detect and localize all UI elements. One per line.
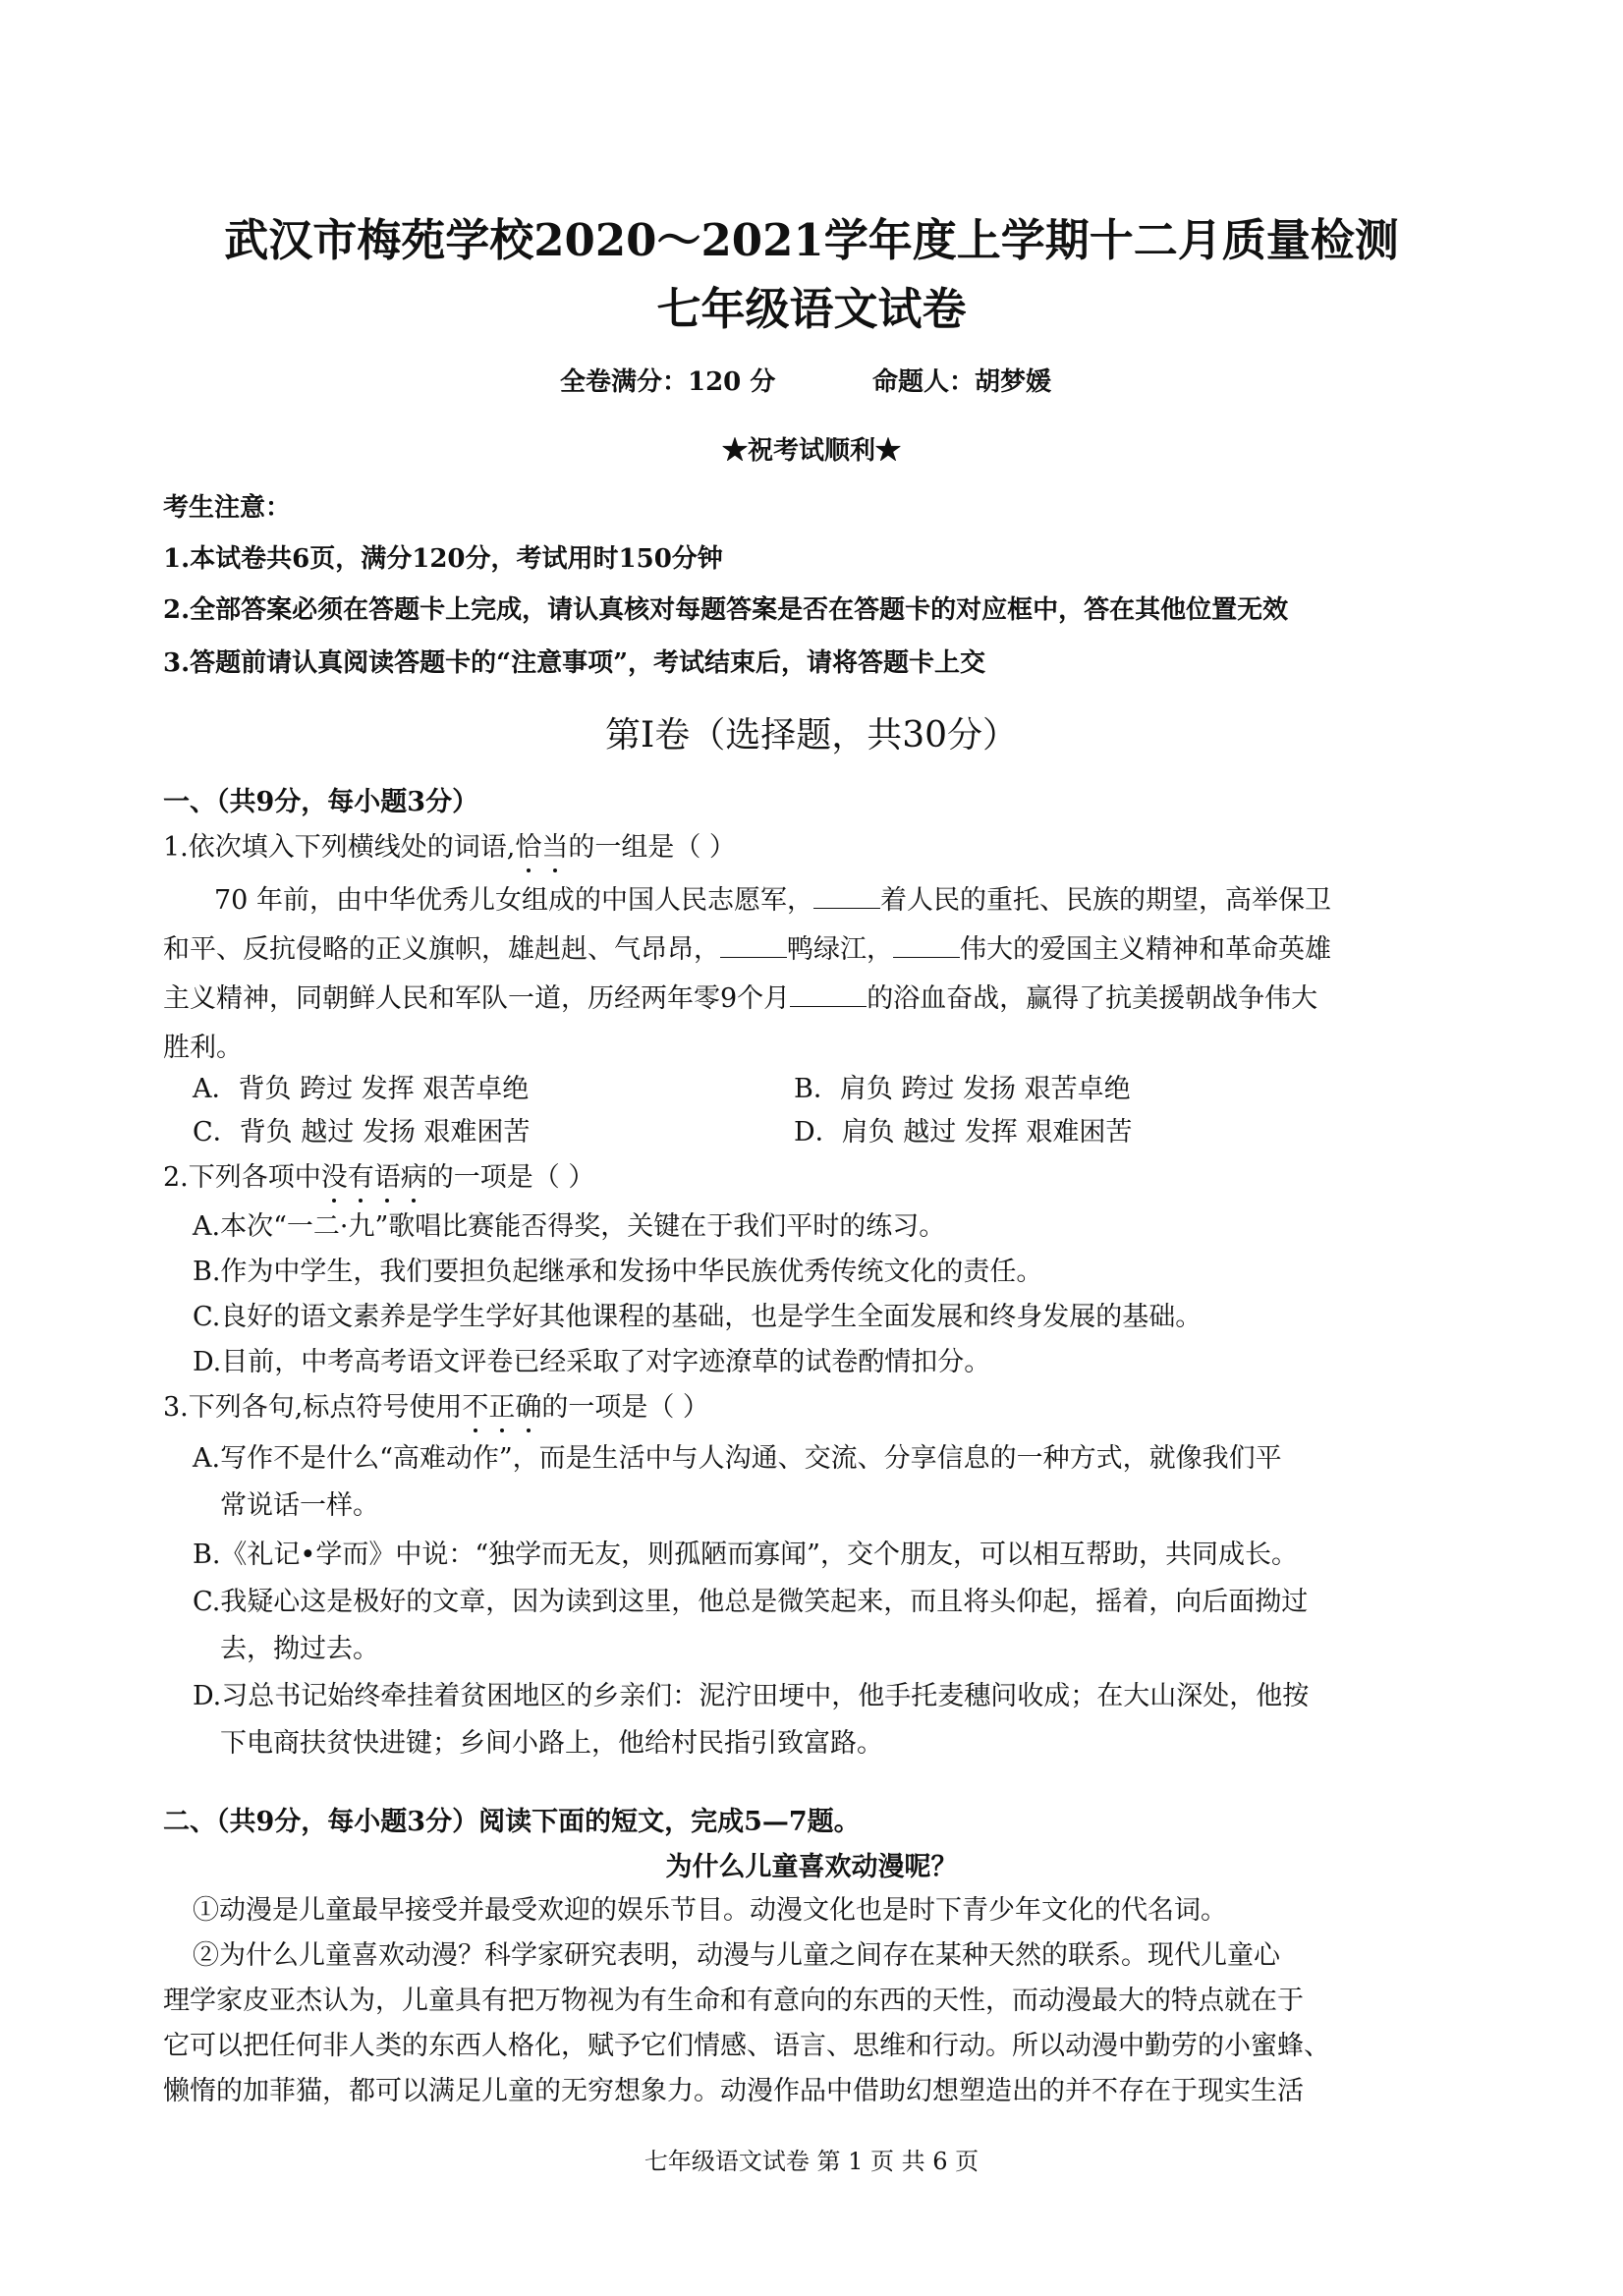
exam-title-line1: 武汉市梅苑学校2020～2021学年度上学期十二月质量检测 bbox=[224, 214, 1399, 266]
emphasis-char: 有 bbox=[348, 1155, 374, 1194]
full-score: 全卷满分：120 分 bbox=[560, 367, 776, 397]
question-1-stem: 1.依次填入下列横线处的词语,恰当的一组是（ ） bbox=[163, 825, 736, 864]
emphasis-char: 恰 bbox=[515, 825, 541, 864]
question-1-passage-line: 主义精神，同朝鲜人民和军队一道，历经两年零9个月 的浴血奋战，赢得了抗美援朝战争伟大 bbox=[163, 983, 1318, 1014]
question-3-option-c-cont: 去，拗过去。 bbox=[220, 1634, 379, 1664]
notice-item-1: 1.本试卷共6页，满分120分，考试用时150分钟 bbox=[163, 544, 723, 574]
article-title: 为什么儿童喜欢动漫呢？ bbox=[665, 1852, 958, 1882]
question-3-option-c: C.我疑心这是极好的文章，因为读到这里，他总是微笑起来，而且将头仰起，摇着，向后面拗过 bbox=[193, 1587, 1309, 1617]
answer-blank bbox=[813, 886, 880, 909]
notice-item-3: 3.答题前请认真阅读答题卡的“注意事项”，考试结束后，请将答题卡上交 bbox=[163, 648, 986, 678]
article-paragraph-2-line: 它可以把任何非人类的东西人格化，赋予它们情感、语言、思维和行动。所以动漫中勤劳的小蜜蜂、 bbox=[163, 2031, 1330, 2061]
notice-heading: 考生注意： bbox=[163, 493, 292, 523]
question-1-option-a: A．背负 跨过 发挥 艰苦卓绝 bbox=[193, 1074, 530, 1104]
article-paragraph-1: ①动漫是儿童最早接受并最受欢迎的娱乐节目。动漫文化也是时下青少年文化的代名词。 bbox=[193, 1895, 1227, 1926]
part-two-heading: 二、（共9分，每小题3分）阅读下面的短文，完成5—7题。 bbox=[163, 1807, 861, 1837]
emphasis-char: 没 bbox=[321, 1155, 348, 1194]
question-3-stem: 3.下列各句,标点符号使用不正确的一项是（ ） bbox=[163, 1385, 709, 1424]
article-paragraph-2-line: 懒惰的加菲猫，都可以满足儿童的无穷想象力。动漫作品中借助幻想塑造出的并不存在于现实生活 bbox=[163, 2076, 1304, 2106]
notice-item-2: 2.全部答案必须在答题卡上完成，请认真核对每题答案是否在答题卡的对应框中，答在其他位置无效 bbox=[163, 595, 1289, 625]
question-3-option-b: B.《礼记•学而》中说：“独学而无友，则孤陋而寡闻”，交个朋友，可以相互帮助，共同成长。 bbox=[193, 1540, 1298, 1570]
emphasis-char: 当 bbox=[541, 825, 568, 864]
page-footer: 七年级语文试卷 第 1 页 共 6 页 bbox=[644, 2148, 979, 2175]
question-2-option-c: C.良好的语文素养是学生学好其他课程的基础，也是学生全面发展和终身发展的基础。 bbox=[193, 1302, 1203, 1332]
part-one-heading: 一、（共9分，每小题3分） bbox=[163, 787, 479, 817]
section-title: 第Ⅰ卷（选择题，共30分） bbox=[604, 715, 1019, 756]
question-1-passage-line: 和平、反抗侵略的正义旗帜，雄赳赳、气昂昂， 鸭绿江， 伟大的爱国主义精神和革命英雄 bbox=[163, 934, 1331, 965]
answer-blank bbox=[790, 984, 867, 1007]
exam-author: 命题人：胡梦媛 bbox=[872, 367, 1052, 397]
question-2-option-d: D.目前，中考高考语文评卷已经采取了对字迹潦草的试卷酌情扣分。 bbox=[193, 1347, 991, 1377]
question-3-option-a: A.写作不是什么“高难动作”，而是生活中与人沟通、交流、分享信息的一种方式，就像我们平 bbox=[193, 1443, 1282, 1474]
emphasis-char: 不 bbox=[462, 1385, 488, 1424]
question-3-option-d: D.习总书记始终牵挂着贫困地区的乡亲们：泥泞田埂中，他手托麦穗问收成；在大山深处，他按 bbox=[193, 1681, 1310, 1711]
question-2-stem: 2.下列各项中没有语病的一项是（ ） bbox=[163, 1155, 594, 1194]
question-1-option-c: C．背负 越过 发扬 艰难困苦 bbox=[193, 1117, 531, 1148]
article-paragraph-2-line: 理学家皮亚杰认为，儿童具有把万物视为有生命和有意向的东西的天性，而动漫最大的特点就在于 bbox=[163, 1986, 1304, 2016]
emphasis-char: 病 bbox=[401, 1155, 427, 1194]
question-3-option-d-cont: 下电商扶贫快进键；乡间小路上，他给村民指引致富路。 bbox=[220, 1728, 883, 1759]
emphasis-char: 确 bbox=[515, 1385, 541, 1424]
question-2-option-a: A.本次“一二·九”歌唱比赛能否得奖，关键在于我们平时的练习。 bbox=[193, 1211, 946, 1242]
exam-title-line2: 七年级语文试卷 bbox=[656, 283, 967, 335]
emphasis-char: 语 bbox=[374, 1155, 401, 1194]
question-1-option-d: D．肩负 越过 发挥 艰难困苦 bbox=[794, 1117, 1133, 1148]
answer-blank bbox=[720, 935, 787, 958]
question-3-option-a-cont: 常说话一样。 bbox=[220, 1490, 379, 1521]
answer-blank bbox=[893, 935, 960, 958]
question-1-option-b: B．肩负 跨过 发扬 艰苦卓绝 bbox=[794, 1074, 1131, 1104]
emphasis-char: 正 bbox=[488, 1385, 515, 1424]
article-paragraph-2-line: ②为什么儿童喜欢动漫？科学家研究表明，动漫与儿童之间存在某种天然的联系。现代儿童心 bbox=[193, 1940, 1280, 1971]
blessing: ★祝考试顺利★ bbox=[721, 436, 901, 466]
question-1-passage-line: 70 年前，由中华优秀儿女组成的中国人民志愿军， 着人民的重托、民族的期望，高举保卫 bbox=[214, 885, 1331, 916]
question-1-passage-line: 胜利。 bbox=[163, 1033, 243, 1063]
question-2-option-b: B.作为中学生，我们要担负起继承和发扬中华民族优秀传统文化的责任。 bbox=[193, 1257, 1043, 1287]
